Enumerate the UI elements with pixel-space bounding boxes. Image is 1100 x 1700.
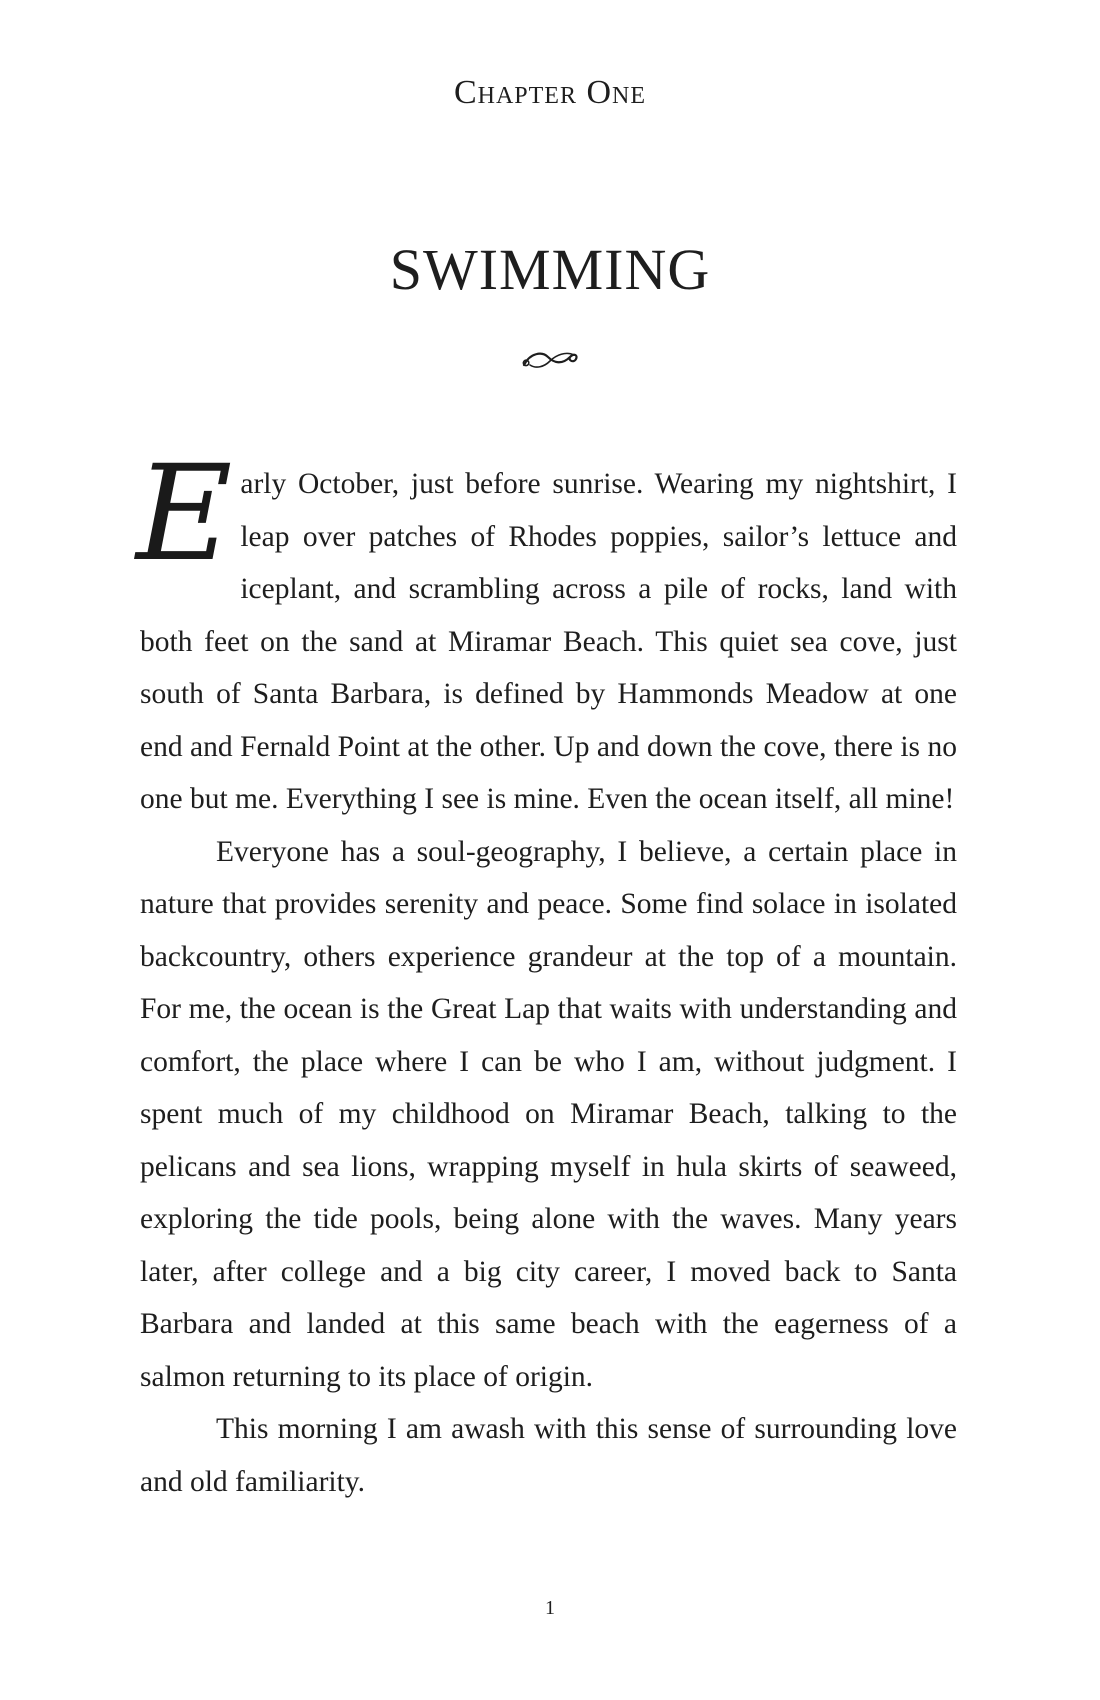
paragraph-1-text: arly October, just before sunrise. Wearing my nightshirt, I leap over patches of Rhodes poppies, sailor’s lettuce and iceplant, and scrambling across a pile of rocks, land with both feet on the sand at Miramar Beach. This quiet sea cove, just south of Santa Barbara, is defined by Hammonds Meadow at one end and Fernald Point at the other. Up and down the cove, there is no one but me. Everything I see is mine. Even the ocean itself, all mine! <box>140 468 957 815</box>
chapter-body <box>136 437 957 1508</box>
chapter-label: Chapter One <box>453 74 647 111</box>
paragraph-3: This morning I am awash with this sense of surrounding love and old familiarity. <box>140 1413 957 1498</box>
paragraph-2: Everyone has a soul-geography, I believe, a certain place in nature that provides serenity and peace. Some find solace in isolated backcountry, others experience grandeur at the top of a mountain. For me, the ocean is the Great Lap that waits with understanding and comfort, the place where I can be who I am, without judgment. I spent much of my childhood on Miramar Beach, talking to the pelicans and sea lions, wrapping myself in hula skirts of seaweed, exploring the tide pools, being alone with the waves. Many years later, after college and a big city career, I moved back to Santa Barbara and landed at this same beach with the eagerness of a salmon returning to its place of origin. <box>140 835 957 1393</box>
chapter-title: SWIMMING <box>389 237 711 302</box>
drop-cap-letter: E <box>136 437 233 591</box>
paragraph-1 <box>136 437 957 826</box>
flourish-ornament-icon <box>518 345 582 373</box>
page-number: 1 <box>545 1597 555 1619</box>
